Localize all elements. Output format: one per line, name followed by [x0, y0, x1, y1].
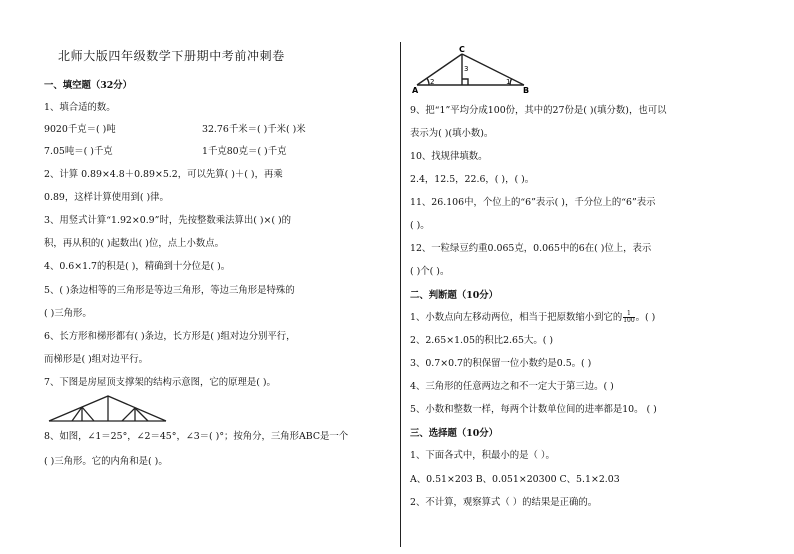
question-8-line-2: ( )三角形。它的内角和是( )。: [44, 456, 168, 467]
section-fill-in: 一、填空题（32分）: [44, 80, 133, 91]
question-8-line-1: 8、如图，∠1＝25°，∠2＝45°，∠3＝( )°；按角分，三角形ABC是一个: [44, 431, 349, 442]
question-2-line-1: 2、计算 0.89×4.8＋0.89×5.2，可以先算( )＋( )，再乘: [44, 169, 283, 180]
page-title: 北师大版四年级数学下册期中考前冲刺卷: [58, 49, 285, 63]
question-1b: 32.76千米＝( )千米( )米: [202, 124, 306, 135]
question-9-line-2: 表示为( )(填小数)。: [410, 128, 494, 139]
question-5-line-1: 5、( )条边相等的三角形是等边三角形，等边三角形是特殊的: [44, 285, 295, 296]
choice-1: 1、下面各式中，积最小的是（ ）。: [410, 450, 555, 461]
fraction-numerator: 1: [627, 310, 631, 317]
triangle-abc-diagram: [412, 44, 532, 94]
question-6-line-2: 而梯形是( )组对边平行。: [44, 354, 149, 365]
question-3-line-2: 积，再从积的( )起数出( )位，点上小数点。: [44, 238, 224, 249]
question-6-line-1: 6、长方形和梯形都有( )条边，长方形是( )组对边分别平行，: [44, 331, 296, 342]
choice-1-options: A、0.51×203 B、0.051×20300 C、5.1×2.03: [410, 474, 620, 485]
judge-1: [410, 311, 655, 324]
judge-1-answer: 。( ): [635, 312, 656, 323]
judge-4: 4、三角形的任意两边之和不一定大于第三边。( ): [410, 381, 614, 392]
question-1a: 9020千克＝( )吨: [44, 124, 116, 135]
question-1c: 7.05吨＝( )千克: [44, 146, 113, 157]
question-2-line-2: 0.89，这样计算使用到( )律。: [44, 192, 169, 203]
question-12-line-1: 12、一粒绿豆约重0.065克，0.065中的6在( )位上，表示: [410, 243, 652, 254]
vertex-c-label: C: [459, 45, 465, 54]
question-1d: 1千克80克＝( )千克: [202, 146, 287, 157]
fraction-one-hundredth: [623, 311, 634, 324]
choice-2: 2、不计算，观察算式（ ）的结果是正确的。: [410, 497, 598, 508]
question-1: 1、填合适的数。: [44, 102, 116, 113]
angle-2-label: 2: [430, 78, 435, 86]
judge-3: 3、0.7×0.7的积保留一位小数约是0.5。( ): [410, 358, 592, 369]
question-11-line-2: ( )。: [410, 220, 430, 231]
section-multiple-choice: 三、选择题（10分）: [410, 428, 499, 439]
angle-1-label: 1: [506, 78, 511, 86]
angle-3-label: 3: [464, 65, 469, 73]
column-divider: [400, 42, 401, 547]
roof-truss-diagram: [48, 393, 168, 423]
section-true-false: 二、判断题（10分）: [410, 290, 499, 301]
question-10: 10、找规律填数。: [410, 151, 488, 162]
question-9-line-1: 9、把“1”平均分成100份，其中的27份是( )(填分数)，也可以: [410, 105, 667, 116]
question-11-line-1: 11、26.106中，个位上的“6”表示( )，千分位上的“6”表示: [410, 197, 656, 208]
vertex-a-label: A: [412, 86, 419, 94]
question-5-line-2: ( )三角形。: [44, 308, 92, 319]
fraction-denominator: 100: [623, 317, 635, 324]
question-3-line-1: 3、用竖式计算“1.92×0.9”时，先按整数乘法算出( )×( )的: [44, 215, 292, 226]
judge-2: 2、2.65×1.05的积比2.65大。( ): [410, 335, 553, 346]
question-4: 4、0.6×1.7的积是( )，精确到十分位是( )。: [44, 261, 231, 272]
vertex-b-label: B: [523, 86, 530, 94]
judge-1-text: 1、小数点向左移动两位，相当于把原数缩小到它的: [410, 312, 623, 323]
question-12-line-2: ( )个( )。: [410, 266, 450, 277]
judge-5: 5、小数和整数一样，每两个计数单位间的进率都是10。 ( ): [410, 404, 657, 415]
question-7: 7、下图是房屋顶支撑架的结构示意图，它的原理是( )。: [44, 377, 276, 388]
question-10-sequence: 2.4，12.5，22.6，( )，( )。: [410, 174, 535, 185]
